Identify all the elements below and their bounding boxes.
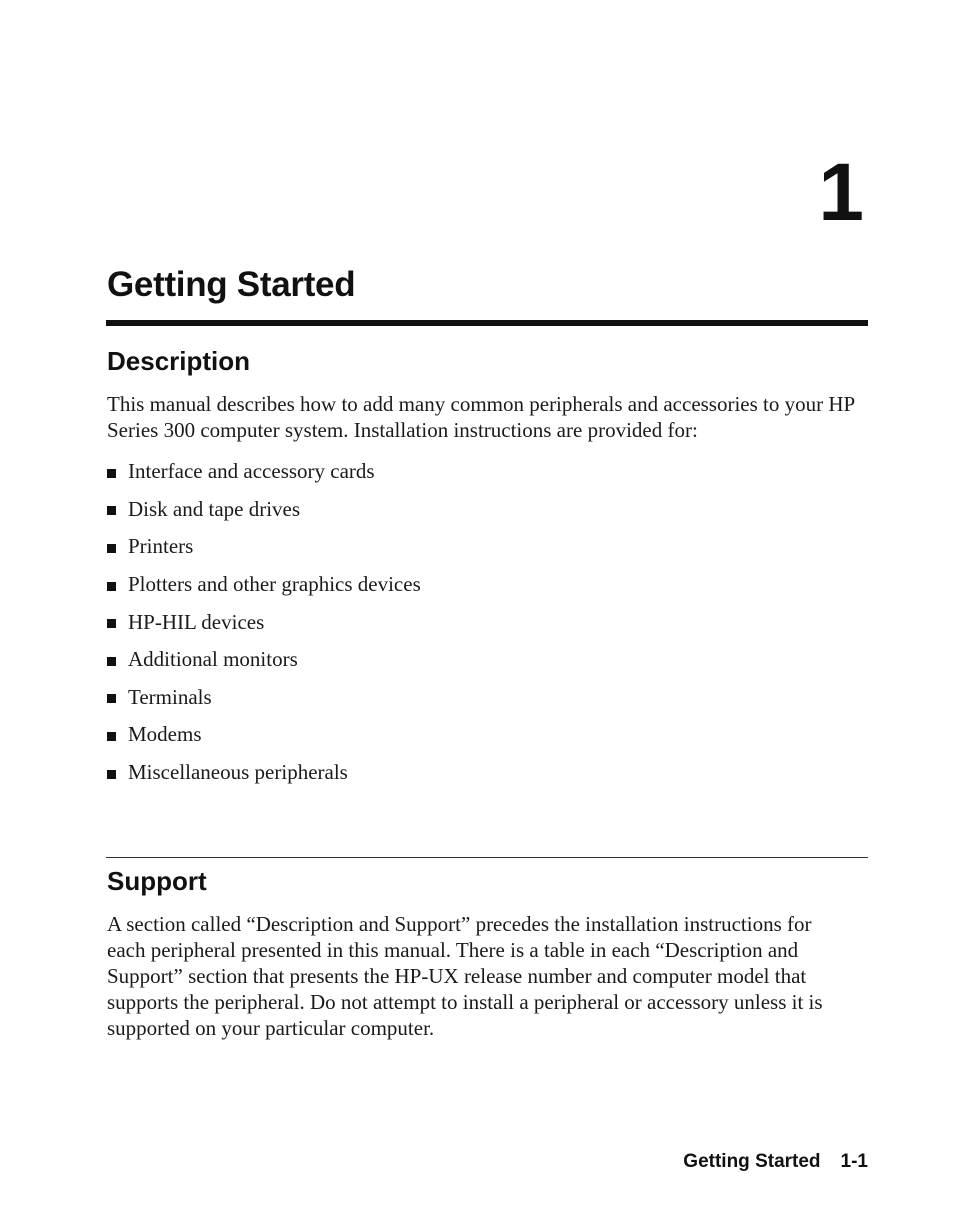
list-item [107, 641, 421, 679]
square-bullet-icon [107, 544, 116, 553]
page-footer [683, 1151, 868, 1174]
footer-section-title: Getting Started [683, 1151, 821, 1172]
peripheral-list [107, 453, 421, 791]
list-item [107, 754, 421, 792]
list-item [107, 491, 421, 529]
square-bullet-icon [107, 732, 116, 741]
list-item [107, 566, 421, 604]
square-bullet-icon [107, 657, 116, 666]
support-heading: Support [107, 866, 207, 896]
list-item-text: Disk and tape drives [128, 496, 301, 521]
list-item-text: Terminals [128, 684, 212, 709]
list-item-text: Additional monitors [128, 647, 298, 672]
square-bullet-icon [107, 770, 116, 779]
list-item [107, 453, 421, 491]
description-intro: This manual describes how to add many common peripherals and accessories to your HP Series 300 computer system. Installation instructions are provided for: [107, 392, 855, 442]
square-bullet-icon [107, 506, 116, 515]
square-bullet-icon [107, 582, 116, 591]
list-item [107, 528, 421, 566]
list-item [107, 603, 421, 641]
support-text: A section called “Description and Support” precedes the installation instructions for each peripheral presented in this manual. There is a table in each “Description and Support” section that presents the HP-UX release number and computer model that supports the peripheral. Do not attempt to install a peripheral or accessory unless it is supported on your particular computer. [107, 912, 823, 1040]
chapter-title-rule [106, 320, 868, 326]
chapter-number: 1 [818, 147, 864, 238]
square-bullet-icon [107, 694, 116, 703]
list-item [107, 716, 421, 754]
chapter-title: Getting Started [107, 265, 356, 304]
list-item [107, 679, 421, 717]
list-item-text: Printers [128, 534, 194, 559]
list-item-text: Plotters and other graphics devices [128, 572, 421, 597]
section-divider [106, 857, 868, 858]
square-bullet-icon [107, 469, 116, 478]
list-item-text: Interface and accessory cards [128, 459, 375, 484]
list-item-text: HP-HIL devices [128, 609, 265, 634]
list-item-text: Miscellaneous peripherals [128, 760, 348, 785]
description-heading: Description [107, 346, 251, 376]
list-item-text: Modems [128, 722, 202, 747]
page-number: 1-1 [840, 1151, 868, 1172]
square-bullet-icon [107, 619, 116, 628]
